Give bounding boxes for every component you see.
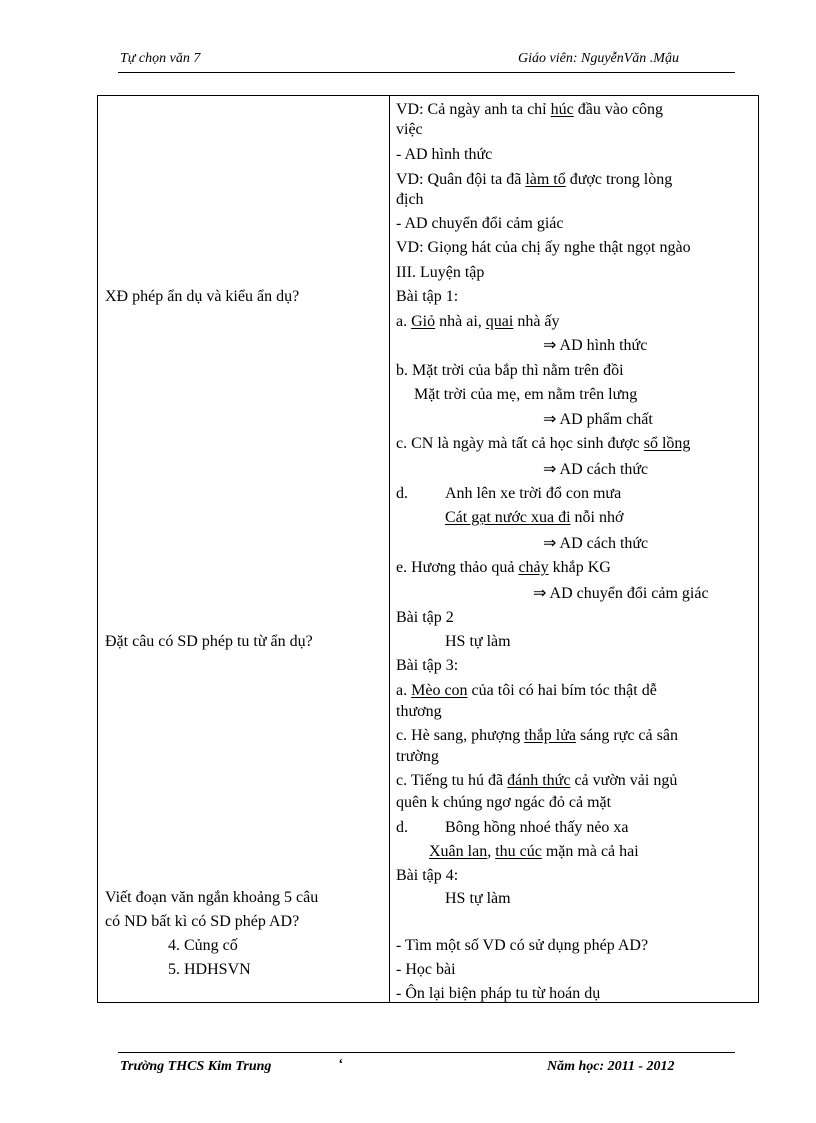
footer-mark: ‘ [338,1057,343,1072]
exercise-3a: a. Mèo con của tôi có hai bím tóc thật dễ [396,682,657,699]
exercise-3c-2-cont: quên k chúng ngơ ngác đỏ cả mặt [396,794,612,811]
exercise-1c: c. CN là ngày mà tất cả học sinh được sổ lồng [396,435,691,452]
page-header [118,50,735,73]
step-hdhsvn: 5. HDHSVN [168,961,251,978]
exercise-3-title: Bài tập 3: [396,657,459,674]
exercise-2-note: HS tự làm [445,633,511,650]
homework-1: - Học bài [396,961,456,978]
header-teacher: Giáo viên: NguyễnVăn .Mậu [518,51,679,66]
exercise-1e: e. Hương thảo quả chảy khắp KG [396,559,611,576]
exercise-1d-line1: Anh lên xe trời đổ con mưa [445,485,622,502]
exercise-4-title: Bài tập 4: [396,867,459,884]
ad-hinh-thuc: - AD hình thức [396,146,493,163]
exercise-3c-1: c. Hè sang, phượng thắp lửa sáng rực cả sân [396,727,678,744]
exercise-1b-line2: Mặt trời của mẹ, em nằm trên lưng [414,386,638,403]
exercise-3a-cont: thương [396,703,442,720]
question-3-line2: có ND bất kì có SD phép AD? [105,913,300,930]
column-divider [389,95,390,1003]
exercise-1b-result: ⇒ AD phẩm chất [543,411,653,428]
section-luyen-tap: III. Luyện tập [396,264,485,281]
exercise-1d-label: d. [396,485,408,502]
page-footer [118,1052,735,1074]
exercise-4-note: HS tự làm [445,890,511,907]
question-1: XĐ phép ẩn dụ và kiểu ẩn dụ? [105,288,300,305]
exercise-1d-result: ⇒ AD cách thức [543,535,649,552]
question-2: Đặt câu có SD phép tu từ ẩn dụ? [105,633,313,650]
consolidation-task: - Tìm một số VD có sử dụng phép AD? [396,937,649,954]
header-subject: Tự chọn văn 7 [120,51,201,66]
example-2: VD: Quân đội ta đã làm tổ được trong lòng [396,171,673,188]
exercise-3c-1-cont: trường [396,748,439,765]
exercise-1a-result: ⇒ AD hình thức [543,337,648,354]
exercise-1a: a. Giỏ nhà ai, quai nhà ấy [396,313,560,330]
exercise-1-title: Bài tập 1: [396,288,459,305]
exercise-3d-line2: Xuân lan, thu cúc mặn mà cả hai [429,843,639,860]
example-1-cont: việc [396,121,423,138]
question-3-line1: Viết đoạn văn ngắn khoảng 5 câu [105,889,319,906]
exercise-1c-result: ⇒ AD cách thức [543,461,649,478]
example-1: VD: Cả ngày anh ta chỉ húc đầu vào công [396,101,664,118]
exercise-3d-line1: Bông hồng nhoé thấy nẻo xa [445,819,629,836]
homework-2: - Ôn lại biện pháp tu từ hoán dụ [396,985,601,1002]
footer-school: Trường THCS Kim Trung [120,1059,272,1074]
footer-year: Năm học: 2011 - 2012 [547,1059,675,1074]
step-cung-co: 4. Củng cố [168,937,238,954]
exercise-2-title: Bài tập 2 [396,609,454,626]
example-2-cont: địch [396,191,424,208]
exercise-1b-line1: b. Mặt trời của bắp thì nằm trên đồi [396,362,624,379]
exercise-1e-result: ⇒ AD chuyển đổi cảm giác [533,585,709,602]
exercise-3d-label: d. [396,819,408,836]
ad-chuyen-doi: - AD chuyển đổi cảm giác [396,215,564,232]
exercise-1d-line2: Cát gạt nước xua đi nỗi nhớ [445,509,624,526]
example-3: VD: Giọng hát của chị ấy nghe thật ngọt ngào [396,239,691,256]
exercise-3c-2: c. Tiếng tu hú đã đánh thức cả vườn vải ngủ [396,772,678,789]
